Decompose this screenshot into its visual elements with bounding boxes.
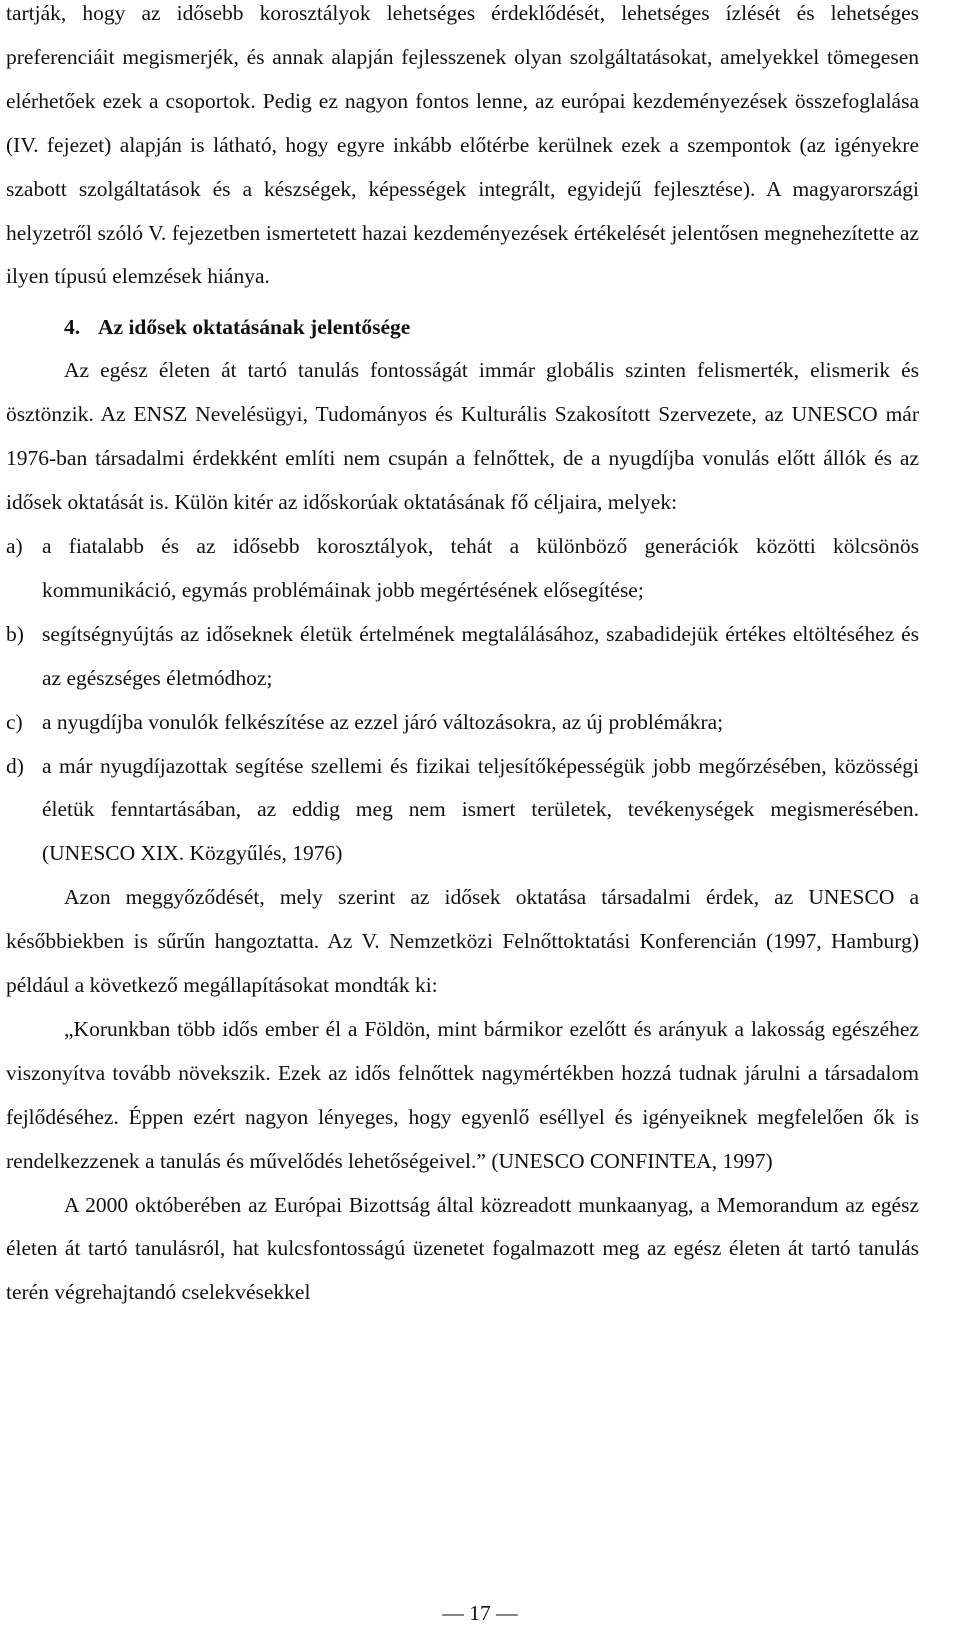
list-item-text: a fiatalabb és az idősebb korosztályok, tehát a különböző generációk közötti kölcsönös kommunikáció, egymás problémáinak jobb megértésének elősegítése; <box>42 533 919 602</box>
document-page <box>6 0 919 1315</box>
list-item <box>6 525 919 613</box>
list-marker: c) <box>6 709 23 734</box>
list-marker: a) <box>6 533 23 558</box>
page-number: — 17 — <box>442 1601 518 1625</box>
list-item-text: a nyugdíjba vonulók felkészítése az ezzel járó változásokra, az új problémákra; <box>42 709 724 734</box>
list-marker: d) <box>6 753 24 778</box>
list-item-text: segítségnyújtás az időseknek életük értelmének megtalálásához, szabadidejük értékes eltöltéséhez és az egészséges életmódhoz; <box>42 621 919 690</box>
paragraph-quote: „Korunkban több idős ember él a Földön, mint bármikor ezelőtt és arányuk a lakosság egészéhez viszonyítva tovább növekszik. Ezek az idős felnőttek nagymértékben hozzá tudnak járulni a társadalom fejlődéséhez. Éppen ezért nagyon lényeges, hogy egyenlő eséllyel és igényeiknek megfelelően ők is rendelkezzenek a tanulás és művelődés lehetőségeivel.” (UNESCO CONFINTEA, 1997) <box>6 1016 919 1173</box>
section-number: 4. <box>64 315 81 340</box>
list-item-text: a már nyugdíjazottak segítése szellemi és fizikai teljesítőképességük jobb megőrzésében, közösségi életük fenntartásában, az eddig meg nem ismert területek, tevékenységek megismerésében. (UNESCO XIX. Közgyűlés, 1976) <box>42 753 919 866</box>
list-item <box>6 613 919 701</box>
section-heading <box>6 305 919 349</box>
list-item <box>6 701 919 745</box>
paragraph-conviction: Azon meggyőződését, mely szerint az idősek oktatása társadalmi érdek, az UNESCO a későbbiekben is sűrűn hangoztatta. Az V. Nemzetközi Felnőttoktatási Konferencián (1997, Hamburg) például a következő megállapításokat mondták ki: <box>6 885 919 998</box>
paragraph-unesco: Az egész életen át tartó tanulás fontosságát immár globális szinten felismerték, elismerik és ösztönzik. Az ENSZ Nevelésügyi, Tudományos és Kulturális Szakosított Szervezete, az UNESCO már 1976-ban társadalmi érdekként említi nem csupán a felnőttek, de a nyugdíjba vonulás előtt állók és az idősek oktatását is. Külön kitér az időskorúak oktatásának fő céljaira, melyek: <box>6 358 919 515</box>
section-title: Az idősek oktatásának jelentősége <box>98 315 411 340</box>
paragraph-intro: tartják, hogy az idősebb korosztályok lehetséges érdeklődését, lehetséges ízlését és lehetséges preferenciáit megismerjék, és annak alapján fejlesszenek olyan szolgáltatásokat, amelyekkel tömegesen elérhetőek ezek a csoportok. Pedig ez nagyon fontos lenne, az európai kezdeményezések összefoglalása (IV. fejezet) alapján is látható, hogy egyre inkább előtérbe kerülnek ezek a szempontok (az igényekre szabott szolgáltatások és a készségek, képességek integrált, egyidejű fejlesztése). A magyarországi helyzetről szóló V. fejezetben ismertetett hazai kezdeményezések értékelését jelentősen megnehezítette az ilyen típusú elemzések hiánya. <box>6 1 919 289</box>
list-marker: b) <box>6 621 24 646</box>
paragraph-memorandum: A 2000 októberében az Európai Bizottság által közreadott munkaanyag, a Memorandum az egész életen át tartó tanulásról, hat kulcsfontosságú üzenetet fogalmazott meg az egész életen át tartó tanulás terén végrehajtandó cselekvésekkel <box>6 1192 919 1305</box>
list-item <box>6 745 919 877</box>
